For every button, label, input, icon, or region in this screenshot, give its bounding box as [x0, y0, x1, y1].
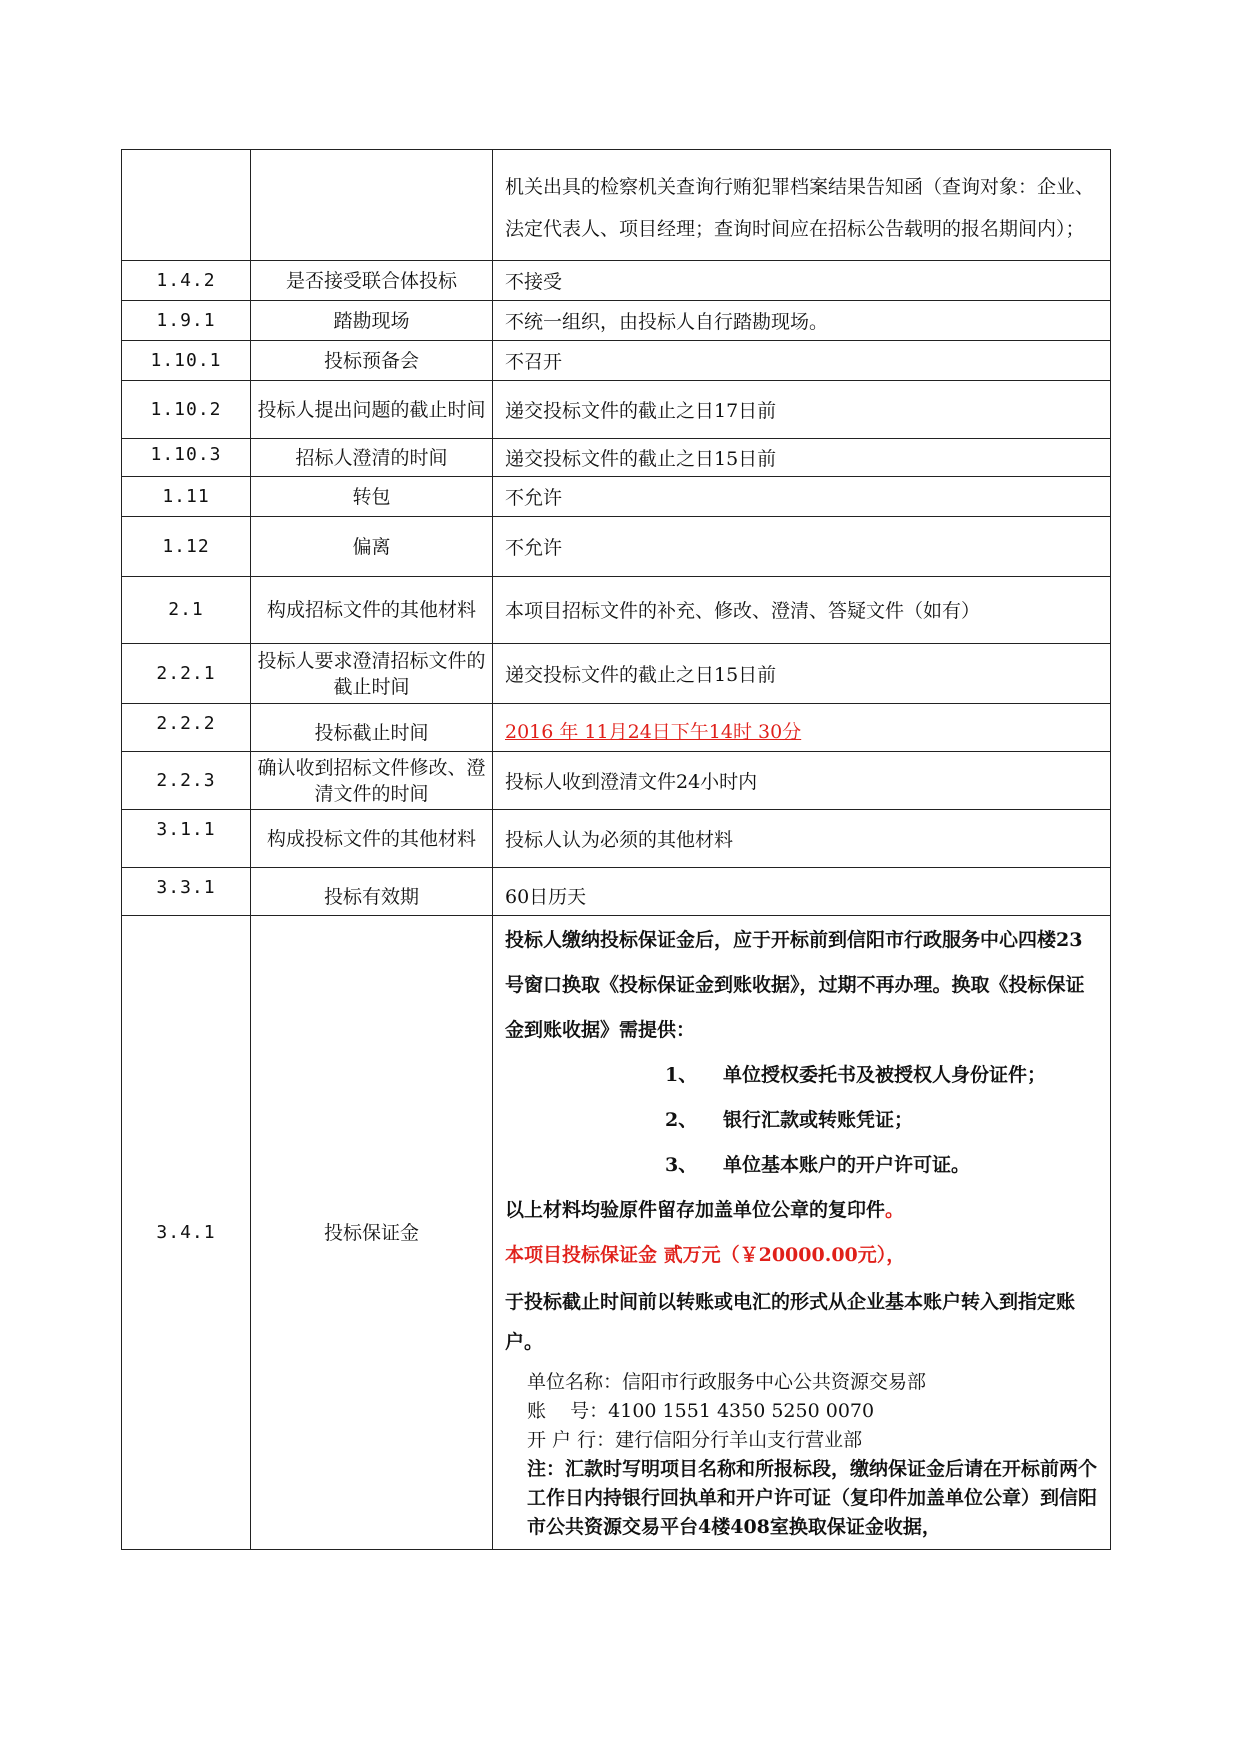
- list-item: [505, 1098, 1098, 1143]
- table-row: [122, 752, 1111, 810]
- clause-item: 踏勘现场: [251, 301, 493, 341]
- deposit-note: 注：汇款时写明项目名称和所报标段，缴纳保证金后请在开标前两个工作日内持银行回执单和开户许可证（复印件加盖单位公章）到信阳市公共资源交易平台4楼408室换取保证金收据，: [527, 1458, 1098, 1538]
- clause-content: 投标人收到澄清文件24小时内: [493, 752, 1111, 810]
- clause-number: 3.1.1: [122, 810, 251, 868]
- clause-item: 构成招标文件的其他材料: [251, 577, 493, 644]
- clause-content: 60日历天: [493, 868, 1111, 916]
- clause-item: 投标保证金: [251, 916, 493, 1550]
- table-row: [122, 439, 1111, 477]
- clause-number: 1.4.2: [122, 261, 251, 301]
- clause-number: 2.2.3: [122, 752, 251, 810]
- clause-content: 不允许: [493, 477, 1111, 517]
- list-item: [505, 1143, 1098, 1188]
- clause-item: 确认收到招标文件修改、澄清文件的时间: [251, 752, 493, 810]
- deposit-intro: 投标人缴纳投标保证金后，应于开标前到信阳市行政服务中心四楼23号窗口换取《投标保证金到账收据》，过期不再办理。换取《投标保证金到账收据》需提供：: [505, 929, 1085, 1041]
- bid-data-table: [121, 149, 1111, 1550]
- deposit-check: [505, 1188, 1098, 1233]
- clause-content: 递交投标文件的截止之日15日前: [493, 644, 1111, 704]
- clause-item: 偏离: [251, 517, 493, 577]
- clause-item: 招标人澄清的时间: [251, 439, 493, 477]
- table-row: [122, 341, 1111, 381]
- deposit-transfer: 于投标截止时间前以转账或电汇的形式从企业基本账户转入到指定账户。: [505, 1291, 1076, 1353]
- clause-item: 投标截止时间: [251, 704, 493, 752]
- list-text: 单位基本账户的开户许可证。: [723, 1154, 971, 1176]
- clause-number: 3.4.1: [122, 916, 251, 1550]
- clause-content: 不召开: [493, 341, 1111, 381]
- clause-number: 1.12: [122, 517, 251, 577]
- clause-number: 1.9.1: [122, 301, 251, 341]
- table-row: [122, 810, 1111, 868]
- clause-number: 1.10.1: [122, 341, 251, 381]
- clause-item: 投标预备会: [251, 341, 493, 381]
- clause-content: 递交投标文件的截止之日17日前: [493, 381, 1111, 439]
- clause-number: 3.3.1: [122, 868, 251, 916]
- clause-item: 是否接受联合体投标: [251, 261, 493, 301]
- document-sheet: [121, 149, 1111, 1550]
- table-row: [122, 301, 1111, 341]
- clause-content: 不允许: [493, 517, 1111, 577]
- clause-number: 2.2.2: [122, 704, 251, 752]
- deposit-content: [493, 916, 1111, 1550]
- bank-account: 账 号：4100 1551 4350 5250 0070: [527, 1400, 875, 1422]
- clause-item: 构成投标文件的其他材料: [251, 810, 493, 868]
- table-row: [122, 261, 1111, 301]
- clause-number: 1.10.3: [122, 439, 251, 477]
- clause-number: [122, 150, 251, 261]
- clause-number: 1.11: [122, 477, 251, 517]
- list-number: 2、: [665, 1109, 698, 1131]
- clause-item: 投标有效期: [251, 868, 493, 916]
- list-number: 3、: [665, 1154, 698, 1176]
- clause-item: 转包: [251, 477, 493, 517]
- deposit-amount: 本项目投标保证金 贰万元（￥20000.00元），: [505, 1244, 906, 1266]
- table-row: [122, 517, 1111, 577]
- clause-content: 本项目招标文件的补充、修改、澄清、答疑文件（如有）: [493, 577, 1111, 644]
- clause-item: 投标人要求澄清招标文件的截止时间: [251, 644, 493, 704]
- clause-item: 投标人提出问题的截止时间: [251, 381, 493, 439]
- list-text: 银行汇款或转账凭证；: [723, 1109, 914, 1131]
- clause-number: 2.1: [122, 577, 251, 644]
- deadline-time: 2016 年 11月24日下午14时 30分: [505, 720, 802, 743]
- deposit-check-text: 以上材料均验原件留存加盖单位公章的复印件: [505, 1199, 886, 1221]
- bank-branch: 开 户 行：建行信阳分行羊山支行营业部: [527, 1429, 863, 1451]
- clause-item: [251, 150, 493, 261]
- table-row: [122, 577, 1111, 644]
- bank-info: [505, 1368, 1098, 1542]
- table-row-deposit: [122, 916, 1111, 1550]
- table-row: [122, 868, 1111, 916]
- table-row: [122, 477, 1111, 517]
- clause-number: 1.10.2: [122, 381, 251, 439]
- list-item: [505, 1053, 1098, 1098]
- list-number: 1、: [665, 1064, 698, 1086]
- bank-name: 单位名称：信阳市行政服务中心公共资源交易部: [527, 1371, 927, 1393]
- clause-content: 不接受: [493, 261, 1111, 301]
- list-text: 单位授权委托书及被授权人身份证件；: [723, 1064, 1047, 1086]
- table-row: [122, 150, 1111, 261]
- clause-content: 机关出具的检察机关查询行贿犯罪档案结果告知函（查询对象：企业、法定代表人、项目经理；查询时间应在招标公告载明的报名期间内）；: [493, 150, 1111, 261]
- table-row: [122, 704, 1111, 752]
- clause-content: 投标人认为必须的其他材料: [493, 810, 1111, 868]
- table-row: [122, 381, 1111, 439]
- table-row: [122, 644, 1111, 704]
- clause-content: 不统一组织，由投标人自行踏勘现场。: [493, 301, 1111, 341]
- deposit-check-end: 。: [885, 1199, 905, 1221]
- clause-content: 递交投标文件的截止之日15日前: [493, 439, 1111, 477]
- clause-number: 2.2.1: [122, 644, 251, 704]
